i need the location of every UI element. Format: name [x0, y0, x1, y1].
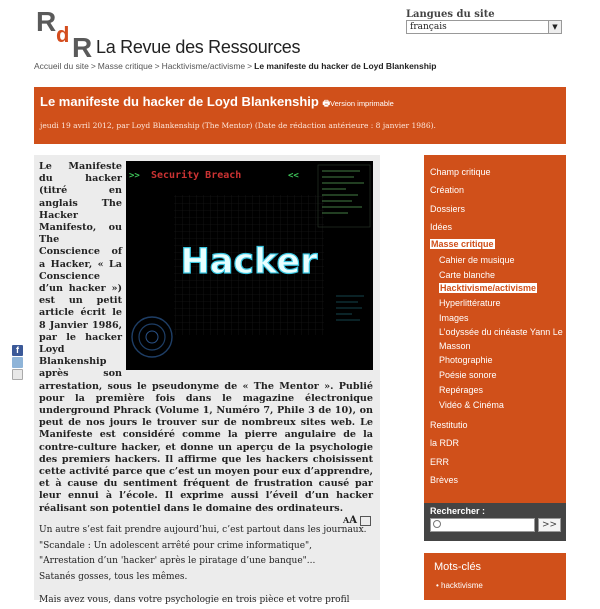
sidebar-item-masse-critique[interactable]: Masse critique — [431, 239, 494, 249]
poem-line: Satanés gosses, tous les mêmes. — [39, 571, 188, 582]
image-banner-text: Security Breach — [151, 170, 242, 181]
chevron-down-icon[interactable]: ▼ — [548, 21, 561, 33]
sidebar-item-carte-blanche[interactable]: Carte blanche — [439, 270, 496, 280]
print-version-link[interactable]: Version imprimable — [330, 99, 394, 108]
sidebar-item-poesie-sonore[interactable]: Poésie sonore — [439, 370, 497, 380]
share-icon[interactable] — [12, 357, 23, 368]
article-title: Le manifeste du hacker de Loyd Blankenship — [40, 94, 319, 109]
facebook-icon[interactable]: f — [12, 345, 23, 356]
sidebar-item-cahier-de-musique[interactable]: Cahier de musique — [439, 255, 515, 265]
sidebar-item-creation[interactable]: Création — [430, 185, 465, 195]
search-label: Rechercher : — [430, 506, 486, 516]
breadcrumb-separator: > — [90, 61, 96, 71]
poem-line: Mais avez vous, dans votre psychologie en trois pièce et votre profil — [39, 595, 350, 605]
breadcrumb-separator: > — [154, 61, 160, 71]
poem-line — [39, 585, 367, 593]
site-logo[interactable] — [36, 6, 96, 62]
language-select[interactable] — [406, 20, 562, 34]
sidebar-item-odyssee[interactable]: L’odyssée du cinéaste Yann Le — [439, 327, 563, 337]
article-body-wrap — [39, 161, 373, 515]
logo-letter-r: R — [36, 6, 57, 37]
sidebar — [424, 155, 566, 503]
sidebar-item-photographie[interactable]: Photographie — [439, 355, 493, 365]
breadcrumb-hacktivisme[interactable]: Hacktivisme/activisme — [161, 61, 246, 71]
sidebar-item-hyperlitterature[interactable]: Hyperlittérature — [439, 298, 501, 308]
article-header — [34, 87, 566, 144]
poem-line: "Arrestation d’un 'hacker' après le piratage d’une banque"... — [39, 556, 316, 566]
search-icon — [433, 520, 441, 528]
language-label: Langues du site — [406, 9, 495, 20]
poem-line: "Scandale : Un adolescent arrêté pour crime informatique", — [39, 540, 313, 551]
sidebar-item-reperages[interactable]: Repérages — [439, 385, 484, 395]
hacker-illustration-svg — [126, 161, 373, 370]
poem-lines — [39, 523, 367, 609]
language-selected-value: français — [410, 22, 447, 32]
article-meta: jeudi 19 avril 2012, par Loyd Blankenship (The Mentor) (Date de rédaction antérieure : 8 janvier 1986). — [40, 121, 436, 130]
print-icon[interactable]: 🖶 — [322, 99, 331, 108]
sidebar-item-images[interactable]: Images — [439, 313, 469, 323]
article-title-row — [40, 94, 394, 112]
image-main-text: Hacker — [180, 242, 318, 282]
poem-line: Un autre s’est fait prendre aujourd’hui, c’est partout dans les journaux. — [39, 525, 367, 535]
breadcrumb-separator: > — [247, 61, 253, 71]
sidebar-item-odyssee-cont[interactable]: Masson — [439, 341, 471, 351]
breadcrumb — [34, 61, 436, 71]
tag-link[interactable]: • hacktivisme — [436, 581, 483, 590]
font-increase-button[interactable]: A — [349, 515, 357, 526]
bookmark-icon[interactable] — [12, 369, 23, 380]
site-title[interactable]: La Revue des Ressources — [96, 37, 301, 57]
sidebar-item-dossiers[interactable]: Dossiers — [430, 204, 466, 214]
article-panel — [34, 155, 380, 605]
sidebar-item-breves[interactable]: Brèves — [430, 475, 459, 485]
sidebar-item-idees[interactable]: Idées — [430, 222, 453, 232]
search-input[interactable] — [430, 518, 535, 532]
sidebar-item-restitutio[interactable]: Restitutio — [430, 420, 468, 430]
font-decrease-button[interactable]: A — [343, 515, 350, 525]
logo-letter-d: d — [56, 22, 70, 47]
sidebar-item-video-cinema[interactable]: Vidéo & Cinéma — [439, 400, 504, 410]
article-body: Le Manifeste du hacker (titré en anglais The Hacker Manifesto, ou The Conscience of a Hacker, « La Conscience d’un hacker ») est un petit article écrit le 8 Janvier 1986, par le hacker Loyd Blankenship après son arrestation, sous le pseudonyme de « The Mentor ». Publié pour la première fois dans le magazine électronique underground Phrack (Volume 1, Numéro 7, Phile 3 de 10), on peut de nos jours le trouver sur de nombreux sites web. Le Manifeste est considéré comme la pierre angulaire de la contre-culture hacker, et donne un aperçu de la psychologie des premiers hackers. Il affirme que les hackers choisissent cette activité parce que c’est un moyen pour eux d’apprendre, et à cause du sentiment fréquent de frustration causé par leur ennui à l’école. Il exprime aussi l’éveil d’un hacker réalisant son potentiel dans le domaine des ordinateurs. — [39, 161, 373, 514]
sidebar-item-err[interactable]: ERR — [430, 457, 450, 467]
search-button[interactable]: >> — [538, 518, 561, 532]
svg-text:>>: >> — [129, 171, 140, 181]
logo-letter-r2: R — [72, 32, 93, 63]
sidebar-item-hacktivisme[interactable]: Hacktivisme/activisme — [440, 283, 537, 293]
tags-title: Mots-clés — [434, 561, 482, 573]
breadcrumb-home[interactable]: Accueil du site — [34, 61, 89, 71]
sidebar-item-champ-critique[interactable]: Champ critique — [430, 167, 491, 177]
sidebar-item-la-rdr[interactable]: la RDR — [430, 438, 460, 448]
svg-text:<<: << — [288, 171, 299, 181]
hacker-illustration — [126, 161, 373, 370]
breadcrumb-masse-critique[interactable]: Masse critique — [97, 61, 153, 71]
breadcrumb-current: Le manifeste du hacker de Loyd Blankenship — [254, 61, 437, 71]
